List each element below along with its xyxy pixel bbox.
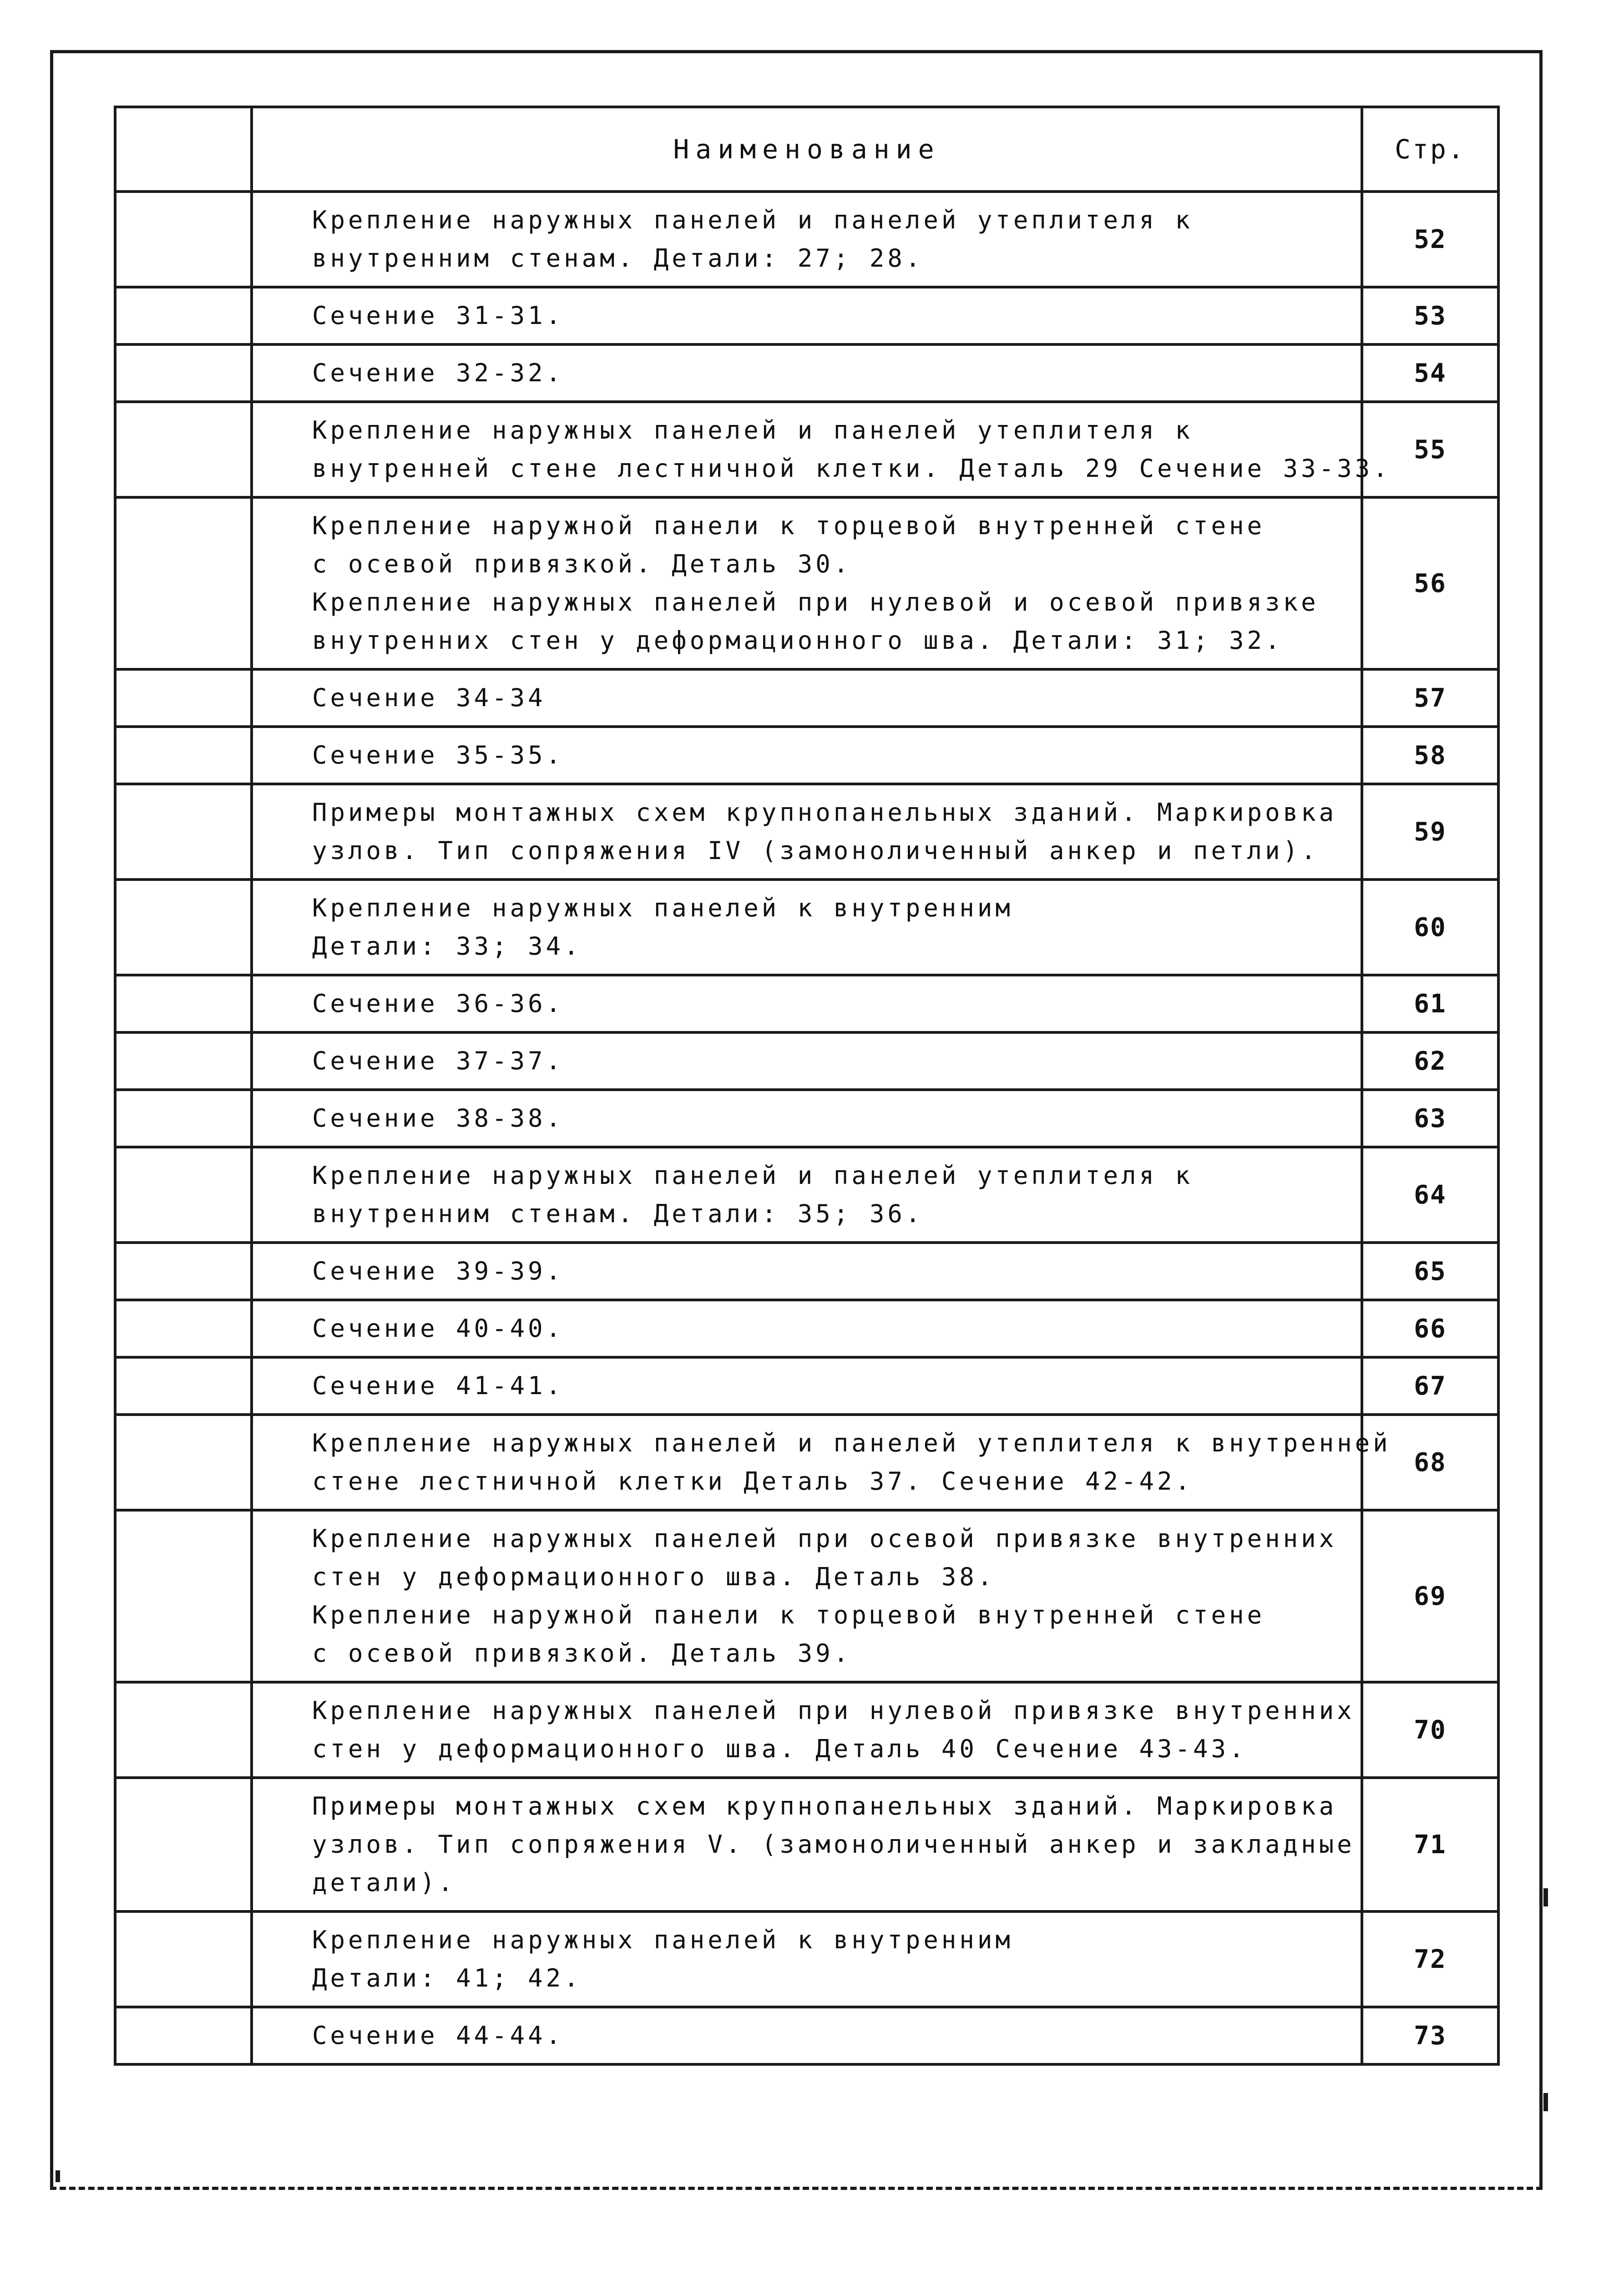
row-page-number: 65 — [1362, 1243, 1498, 1300]
table-row — [115, 1510, 1498, 1682]
row-page-number: 57 — [1362, 669, 1498, 727]
scan-mark — [1543, 2093, 1548, 2111]
row-name-cell — [252, 1682, 1362, 1778]
row-page-number: 56 — [1362, 497, 1498, 669]
row-name-line: Примеры монтажных схем крупнопанельных зданий. Маркировка — [312, 798, 1337, 827]
table-header-row — [115, 107, 1498, 192]
table-row — [115, 727, 1498, 784]
sheet-frame-bottom — [50, 2187, 1543, 2190]
row-blank-cell — [115, 727, 252, 784]
header-name: Наименование — [252, 107, 1362, 192]
row-name-line: Крепление наружных панелей к внутренним — [312, 894, 1013, 922]
row-name-cell — [252, 727, 1362, 784]
row-page-number: 62 — [1362, 1032, 1498, 1090]
row-name-line: узлов. Тип сопряжения IV (замоноличенный анкер и петли). — [312, 836, 1319, 865]
row-name-line: узлов. Тип сопряжения V. (замоноличенный анкер и закладные — [312, 1830, 1355, 1859]
row-name-line: Крепление наружных панелей к внутренним — [312, 1926, 1013, 1954]
row-page-number: 71 — [1362, 1778, 1498, 1911]
row-page-number: 69 — [1362, 1510, 1498, 1682]
row-name-cell — [252, 1032, 1362, 1090]
row-name-cell — [252, 192, 1362, 287]
row-name-line: Детали: 41; 42. — [312, 1964, 582, 1992]
row-name-cell — [252, 1090, 1362, 1147]
table-row — [115, 1415, 1498, 1510]
row-blank-cell — [115, 1682, 252, 1778]
row-blank-cell — [115, 1090, 252, 1147]
row-name-cell — [252, 402, 1391, 497]
table-row — [115, 2007, 1498, 2064]
row-name-line: Крепление наружных панелей при нулевой и осевой привязке — [312, 588, 1319, 617]
row-name-line: с осевой привязкой. Деталь 39. — [312, 1639, 852, 1668]
table-row — [115, 1243, 1498, 1300]
table-row — [115, 344, 1498, 402]
row-name-line: Крепление наружных панелей при осевой привязке внутренних — [312, 1524, 1337, 1553]
table-row — [115, 975, 1498, 1032]
row-page-number: 52 — [1362, 192, 1498, 287]
table-row — [115, 669, 1498, 727]
row-name-line: Крепление наружной панели к торцевой внутренней стене — [312, 1601, 1265, 1629]
table-body — [115, 192, 1498, 2064]
row-name-cell — [252, 1911, 1362, 2007]
row-blank-cell — [115, 1510, 252, 1682]
row-blank-cell — [115, 497, 252, 669]
row-page-number: 67 — [1362, 1357, 1498, 1415]
row-name-cell — [252, 975, 1362, 1032]
row-name-line: стене лестничной клетки Деталь 37. Сечение 42-42. — [312, 1467, 1194, 1496]
row-blank-cell — [115, 192, 252, 287]
table-row — [115, 1911, 1498, 2007]
row-name-line: внутренней стене лестничной клетки. Деталь 29 Сечение 33-33. — [312, 454, 1391, 483]
row-blank-cell — [115, 1415, 252, 1510]
row-name-line: Сечение 44-44. — [312, 2021, 564, 2050]
row-name-cell — [252, 1510, 1362, 1682]
row-page-number: 66 — [1362, 1300, 1498, 1357]
contents-table — [114, 106, 1500, 2066]
row-name-line: Сечение 39-39. — [312, 1257, 564, 1285]
table-row — [115, 1357, 1498, 1415]
row-blank-cell — [115, 975, 252, 1032]
row-name-cell — [252, 1778, 1362, 1911]
row-name-line: Сечение 32-32. — [312, 359, 564, 387]
table-row — [115, 287, 1498, 344]
table-row — [115, 880, 1498, 975]
row-blank-cell — [115, 344, 252, 402]
table-row — [115, 1147, 1498, 1243]
row-page-number: 59 — [1362, 784, 1498, 880]
row-name-cell — [252, 1243, 1362, 1300]
row-name-cell — [252, 784, 1362, 880]
row-blank-cell — [115, 287, 252, 344]
row-name-line: Сечение 41-41. — [312, 1371, 564, 1400]
row-page-number: 54 — [1362, 344, 1498, 402]
row-name-cell — [252, 1147, 1362, 1243]
table-row — [115, 192, 1498, 287]
row-blank-cell — [115, 402, 252, 497]
row-name-line: Сечение 31-31. — [312, 301, 564, 330]
row-name-cell — [252, 1357, 1362, 1415]
row-blank-cell — [115, 1243, 252, 1300]
row-name-cell — [252, 1300, 1362, 1357]
row-name-line: Сечение 40-40. — [312, 1314, 564, 1343]
row-name-line: Сечение 38-38. — [312, 1104, 564, 1132]
row-name-cell — [252, 669, 1362, 727]
row-blank-cell — [115, 1911, 252, 2007]
row-name-line: стен у деформационного шва. Деталь 40 Сечение 43-43. — [312, 1734, 1247, 1763]
row-blank-cell — [115, 880, 252, 975]
row-name-line: внутренним стенам. Детали: 27; 28. — [312, 244, 924, 273]
row-name-cell — [252, 1415, 1391, 1510]
table-row — [115, 1300, 1498, 1357]
row-name-line: Крепление наружных панелей при нулевой привязке внутренних — [312, 1696, 1355, 1725]
table-row — [115, 1032, 1498, 1090]
row-page-number: 53 — [1362, 287, 1498, 344]
row-page-number: 55 — [1362, 402, 1498, 497]
row-page-number: 60 — [1362, 880, 1498, 975]
row-blank-cell — [115, 2007, 252, 2064]
table-row — [115, 1090, 1498, 1147]
table-row — [115, 402, 1498, 497]
row-blank-cell — [115, 784, 252, 880]
row-name-line: Примеры монтажных схем крупнопанельных зданий. Маркировка — [312, 1792, 1337, 1820]
table-row — [115, 784, 1498, 880]
row-page-number: 70 — [1362, 1682, 1498, 1778]
row-name-line: Крепление наружной панели к торцевой внутренней стене — [312, 511, 1265, 540]
row-name-cell — [252, 2007, 1362, 2064]
row-name-line: детали). — [312, 1868, 456, 1897]
scan-mark — [1543, 1888, 1548, 1906]
table-row — [115, 1778, 1498, 1911]
row-blank-cell — [115, 1147, 252, 1243]
table-row — [115, 1682, 1498, 1778]
scan-mark — [56, 2170, 60, 2182]
row-name-line: Крепление наружных панелей и панелей утеплителя к — [312, 1161, 1194, 1190]
row-blank-cell — [115, 1778, 252, 1911]
row-name-line: Крепление наружных панелей и панелей утеплителя к внутренней — [312, 1429, 1391, 1457]
row-name-line: внутренним стенам. Детали: 35; 36. — [312, 1199, 924, 1228]
row-name-line: Сечение 36-36. — [312, 989, 564, 1018]
row-name-line: внутренних стен у деформационного шва. Детали: 31; 32. — [312, 626, 1283, 655]
header-page: Стр. — [1362, 107, 1498, 192]
row-name-cell — [252, 287, 1362, 344]
table-row — [115, 497, 1498, 669]
row-page-number: 61 — [1362, 975, 1498, 1032]
row-name-line: с осевой привязкой. Деталь 30. — [312, 550, 852, 578]
header-blank-cell — [115, 107, 252, 192]
row-blank-cell — [115, 1357, 252, 1415]
row-page-number: 73 — [1362, 2007, 1498, 2064]
row-page-number: 64 — [1362, 1147, 1498, 1243]
row-name-line: Детали: 33; 34. — [312, 932, 582, 961]
row-blank-cell — [115, 1300, 252, 1357]
row-name-cell — [252, 497, 1362, 669]
row-name-line: стен у деформационного шва. Деталь 38. — [312, 1562, 996, 1591]
row-page-number: 72 — [1362, 1911, 1498, 2007]
row-name-line: Сечение 35-35. — [312, 741, 564, 769]
row-blank-cell — [115, 669, 252, 727]
row-page-number: 68 — [1362, 1415, 1498, 1510]
row-name-line: Крепление наружных панелей и панелей утеплителя к — [312, 416, 1194, 445]
row-blank-cell — [115, 1032, 252, 1090]
row-name-line: Сечение 34-34 — [312, 683, 546, 712]
row-name-line: Сечение 37-37. — [312, 1046, 564, 1075]
row-name-cell — [252, 880, 1362, 975]
row-name-cell — [252, 344, 1362, 402]
row-page-number: 58 — [1362, 727, 1498, 784]
row-page-number: 63 — [1362, 1090, 1498, 1147]
row-name-line: Крепление наружных панелей и панелей утеплителя к — [312, 206, 1194, 234]
